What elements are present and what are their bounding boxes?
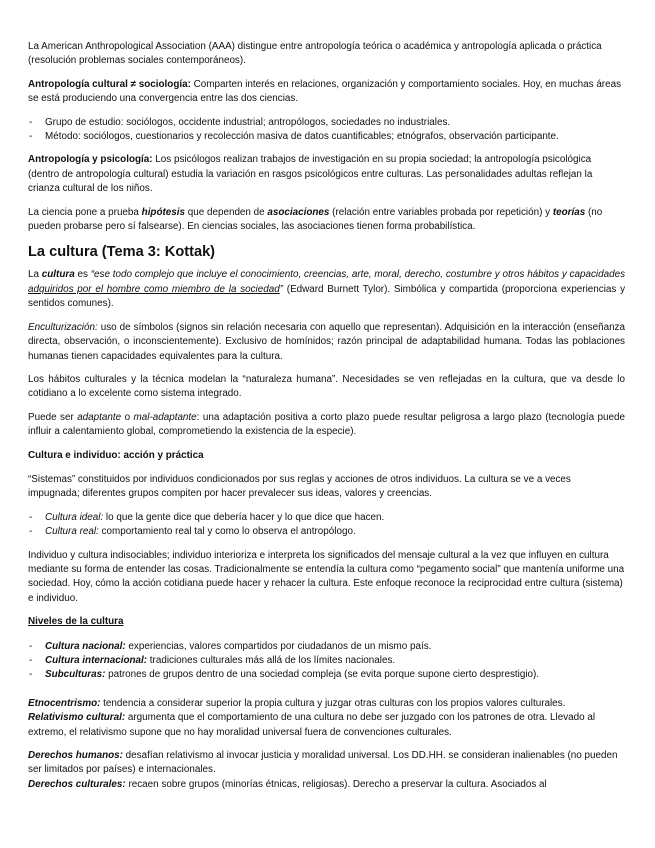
term-adaptive: adaptante xyxy=(77,411,122,423)
comparison-list xyxy=(28,116,625,145)
list-item xyxy=(28,511,625,525)
term-subcultures: Subculturas: xyxy=(45,669,106,681)
text-run: (relación entre variables probada por repetición) y xyxy=(329,206,553,218)
text-run: es xyxy=(74,269,91,281)
list-item: - Método: sociólogos, cuestionarios y recolección masiva de datos cuantificables; etnógrafos, observación participante. xyxy=(28,130,625,144)
text-run: La ciencia pone a prueba xyxy=(28,206,142,218)
list-item xyxy=(28,640,625,654)
list-item xyxy=(28,654,625,668)
paragraph-text: Comparten interés en relaciones, organización y comportamiento sociales. Hoy, en muchas áreas se está produciendo una convergencia entre las dos ciencias. xyxy=(28,78,622,105)
list-item: - Grupo de estudio: sociólogos, occidente industrial; antropólogos, sociedades no industriales. xyxy=(28,116,625,130)
term-real-culture: Cultura real: xyxy=(45,526,99,538)
paragraph-individual-culture: Individuo y cultura indisociables; individuo interioriza e interpreta los significados del mensaje cultural a la vez que influyen en cultura mediante su forma de entender las cosas. Tradicionalmente se entendía la cultura como “pegamento social” que mantenía uniforme una sociedad. Hoy, cómo la acción cotidiana puede hacer y rehacer la cultura. Este enfoque reconoce la reciprocidad entre cultura (sistema) e individuo. xyxy=(28,549,625,604)
term-international-culture: Cultura internacional: xyxy=(45,655,148,666)
text-run: Puede ser xyxy=(28,411,78,423)
document-page xyxy=(28,40,625,792)
paragraph-cultural-habits: Los hábitos culturales y la técnica modelan la “naturaleza humana”. Necesidades se ven reflejadas en la cultura, que va desde lo cotidiano a lo excelente como sistema integrado. xyxy=(28,373,625,400)
paragraph-text: Los psicólogos realizan trabajos de investigación en su propia sociedad; la antropología psicológica (dentro de antropología cultural) estudia la variación en rasgos psicológicos entre culturas. Las personalidades adultas reflejan la crianza cultural de los niños. xyxy=(28,154,593,195)
term-ideal-culture: Cultura ideal: xyxy=(45,511,104,523)
text-run: que dependen de xyxy=(185,206,268,218)
quote-underlined: adquiridos por el hombre como miembro de la sociedad xyxy=(28,283,280,295)
term-theories: teorías xyxy=(552,206,586,218)
subheading-culture-levels: Niveles de la cultura xyxy=(28,616,124,628)
paragraph-text: tendencia a considerar superior la propia cultura y juzgar otras culturas con los propios valores culturales. xyxy=(100,697,566,709)
paragraph-rights xyxy=(28,749,625,792)
list-item xyxy=(28,525,625,539)
paragraph-text: argumenta que el comportamiento de una cultura no debe ser juzgado con los patrones de otra. Llevado al extremo, el relativismo supone que no hay moralidad universal fuera de convenciones culturales. xyxy=(28,712,596,738)
text-run: : una adaptación positiva a corto plazo puede resultar peligrosa a largo plazo (tecnología puede influir a calentamiento global, comprometiendo la existencia de la especie). xyxy=(28,411,625,438)
paragraph-aaa: La American Anthropological Association (AAA) distingue entre antropología teórica o académica y antropología aplicada o práctica (resolución problemas sociales contemporáneos). xyxy=(28,41,602,67)
quote-close: ” xyxy=(279,283,284,295)
text-run: (no pueden probarse pero sí falsearse). En ciencias sociales, las asociaciones tienen forma probabilística. xyxy=(28,206,603,233)
text-run: La xyxy=(28,269,42,281)
paragraph-culture-definition xyxy=(28,268,625,311)
text-run: o xyxy=(121,411,134,423)
paragraph-anthropology-sociology xyxy=(28,78,625,107)
list-item-text: lo que la gente dice que debería hacer y lo que dice que hacen. xyxy=(103,511,385,523)
subheading-culture-individual: Cultura e individuo: acción y práctica xyxy=(28,449,204,461)
paragraph-anthropology-psychology xyxy=(28,153,625,196)
paragraph-adaptation xyxy=(28,411,625,440)
list-item-text: experiencias, valores compartidos por ciudadanos de un mismo país. xyxy=(125,640,432,652)
term-anthropology-psychology: Antropología y psicología: xyxy=(28,154,153,166)
term-associations: asociaciones xyxy=(267,206,330,218)
term-cultural-relativism: Relativismo cultural: xyxy=(28,712,126,724)
paragraph-enculturation xyxy=(28,321,625,364)
term-maladaptive: mal-adaptante xyxy=(133,411,197,423)
quote-text: “ese todo complejo que incluye el conocimiento, creencias, arte, moral, derecho, costumbre y otros hábitos y capacidades xyxy=(90,269,626,281)
list-item-text: comportamiento real tal y como lo observa el antropólogo. xyxy=(98,526,356,538)
list-item-text: tradiciones culturales más allá de los límites nacionales. xyxy=(147,655,396,666)
term-national-culture: Cultura nacional: xyxy=(45,640,126,652)
paragraph-text: recaen sobre grupos (minorías étnicas, religiosas). Derecho a preservar la cultura. Asociados al xyxy=(125,778,547,790)
paragraph-science xyxy=(28,206,625,235)
term-enculturation: Enculturización: xyxy=(28,321,98,333)
ideal-real-list xyxy=(28,511,625,540)
text-run: (Edward Burnett Tylor). Simbólica y compartida (proporciona experiencias y sentidos comunes). xyxy=(28,283,626,310)
term-culture: cultura xyxy=(41,269,75,281)
list-item xyxy=(28,668,625,682)
term-human-rights: Derechos humanos: xyxy=(28,750,123,762)
culture-levels-list xyxy=(28,640,625,683)
term-ethnocentrism: Etnocentrismo: xyxy=(28,697,101,709)
term-cultural-rights: Derechos culturales: xyxy=(28,778,126,790)
paragraph-text: uso de símbolos (signos sin relación necesaria con aquello que representan). Adquisición en la interacción (enseñanza directa, observación, o inconscientemente). Exclusivo de homínidos; razón principal de adaptabilidad humana. Todas las poblaciones humanas tienen capacidades equivalentes para la cultura. xyxy=(28,321,625,362)
paragraph-text: desafían relativismo al invocar justicia y moralidad universal. Los DD.HH. se consideran inalienables (no pueden ser limitados por países) e internacionales. xyxy=(28,750,618,776)
section-heading: La cultura (Tema 3: Kottak) xyxy=(28,244,216,261)
paragraph-ethnocentrism-relativism xyxy=(28,697,625,740)
list-item-text: patrones de grupos dentro de una sociedad compleja (se evita porque supone cierto desprestigio). xyxy=(105,669,540,681)
paragraph-systems: “Sistemas” constituidos por individuos condicionados por sus reglas y acciones de otros individuos. La cultura se ve a veces impugnada; diferentes grupos compiten por hacer prevalecer sus ideas, valores y creencias. xyxy=(28,473,571,500)
term-hypothesis: hipótesis xyxy=(141,206,186,218)
term-anthropology-sociology: Antropología cultural ≠ sociología: xyxy=(28,78,191,90)
